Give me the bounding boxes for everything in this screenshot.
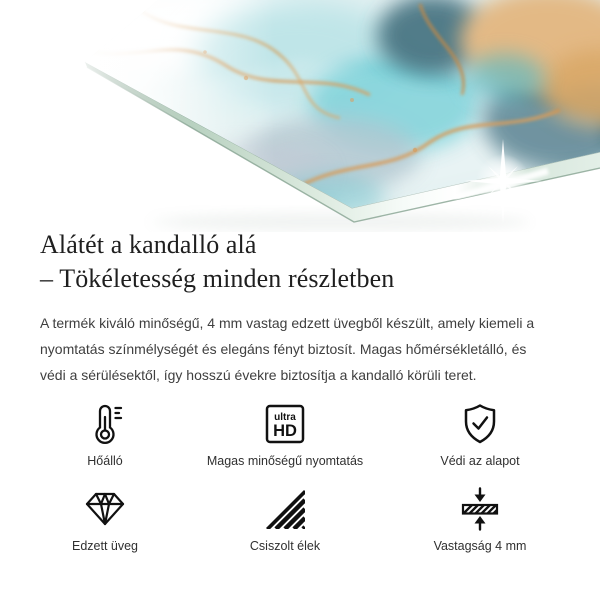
feature-protects-base xyxy=(400,400,560,469)
feature-label: Edzett üveg xyxy=(71,539,138,553)
feature-label: Védi az alapot xyxy=(440,454,520,468)
shield-check-icon xyxy=(456,400,504,448)
page-title xyxy=(40,228,394,296)
polished-edges-icon xyxy=(261,485,309,533)
page-title-line1: Alátét a kandalló alá xyxy=(40,230,257,259)
ultra-hd-icon xyxy=(261,400,309,448)
thickness-press-icon xyxy=(456,485,504,533)
feature-heat-resistant xyxy=(40,400,170,469)
product-photo xyxy=(0,0,600,232)
feature-label: Hőálló xyxy=(87,454,123,468)
feature-label: Magas minőségű nyomtatás xyxy=(206,454,364,468)
feature-polished-edges xyxy=(170,485,400,554)
product-description: A termék kiváló minőségű, 4 mm vastag edzett üvegből készült, amely kiemeli a nyomtatás színmélységét és elegáns fényt biztosít. Magas hőmérsékletálló, és védi a sérülésektől, így hosszú évekre biztosítja a kandalló körüli teret. xyxy=(40,315,535,383)
feature-label: Csiszolt élek xyxy=(249,539,321,553)
diamond-icon xyxy=(81,485,129,533)
features-grid xyxy=(40,400,560,554)
feature-tempered-glass xyxy=(40,485,170,554)
thermometer-icon xyxy=(81,400,129,448)
feature-thickness xyxy=(400,485,560,554)
photo-left-fade xyxy=(0,0,190,232)
svg-text:HD: HD xyxy=(273,422,297,440)
page-title-line2: – Tökéletesség minden részletben xyxy=(40,264,395,293)
svg-text:ultra: ultra xyxy=(274,412,296,423)
glass-panel-illustration xyxy=(0,0,600,232)
feature-label: Vastagság 4 mm xyxy=(433,539,527,553)
feature-print-quality xyxy=(170,400,400,469)
